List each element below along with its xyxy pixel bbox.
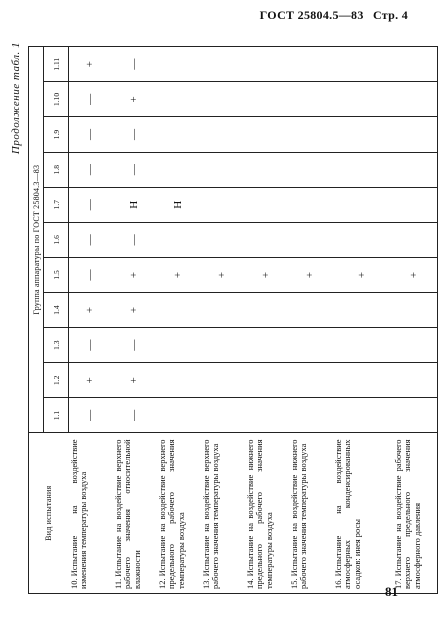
group-mark-cell xyxy=(289,222,333,257)
test-name: Испытание на воздействие верхнего рабочего значения температуры воздуха xyxy=(200,439,221,589)
group-mark-cell xyxy=(201,257,245,292)
test-name: Испытание на воздействие верхнего рабочего значения относительной влажности xyxy=(112,439,142,589)
group-mark-cell xyxy=(157,47,201,82)
test-number: 10. xyxy=(68,578,79,589)
table-row xyxy=(245,47,289,594)
tests-table xyxy=(28,46,438,594)
test-name-cell xyxy=(157,433,201,594)
group-mark-cell xyxy=(69,293,113,328)
table-row xyxy=(157,47,201,594)
test-name-cell xyxy=(113,433,157,594)
group-mark-cell xyxy=(393,187,438,222)
group-mark-cell xyxy=(69,363,113,398)
group-mark-cell xyxy=(393,117,438,152)
group-mark-cell xyxy=(69,222,113,257)
group-mark-cell xyxy=(157,257,201,292)
group-mark-cell xyxy=(333,293,393,328)
group-mark-cell xyxy=(157,187,201,222)
group-mark-cell xyxy=(69,47,113,82)
applicability-mark: + xyxy=(215,271,228,279)
group-mark-cell xyxy=(201,328,245,363)
page-header xyxy=(254,8,408,23)
group-mark-cell xyxy=(157,222,201,257)
group-mark-cell xyxy=(289,47,333,82)
group-mark-cell xyxy=(393,257,438,292)
group-mark-cell xyxy=(157,293,201,328)
applicability-mark: + xyxy=(127,96,140,103)
test-name: Испытание на воздействие нижнего рабочего значения температуры воздуха xyxy=(288,439,309,589)
group-mark-cell xyxy=(333,398,393,433)
group-code: 1.6 xyxy=(44,222,69,257)
group-mark-cell xyxy=(245,293,289,328)
group-mark-cell xyxy=(201,398,245,433)
test-name: Испытание на воздействие верхнего предельного рабочего значения температуры воздуха xyxy=(156,439,186,589)
applicability-mark: + xyxy=(171,271,184,279)
group-mark-cell xyxy=(245,82,289,117)
group-mark-cell xyxy=(289,82,333,117)
group-mark-cell xyxy=(245,222,289,257)
group-code: 1.11 xyxy=(44,47,69,82)
applicability-mark: + xyxy=(127,306,140,314)
group-mark-cell xyxy=(245,328,289,363)
group-mark-cell xyxy=(333,82,393,117)
group-code: 1.2 xyxy=(44,363,69,398)
applicability-mark: + xyxy=(303,271,316,279)
applicability-mark: — xyxy=(83,199,96,211)
page-label: Стр. 4 xyxy=(372,8,408,22)
group-mark-cell xyxy=(245,47,289,82)
standard-code: ГОСТ 25804.5—83 xyxy=(259,8,364,22)
group-mark-cell xyxy=(201,222,245,257)
test-name: Испытание на воздействие изменения температуры воздуха xyxy=(68,439,89,589)
group-code: 1.1 xyxy=(44,398,69,433)
applicability-mark: + xyxy=(127,271,140,279)
group-mark-cell xyxy=(289,117,333,152)
table-body xyxy=(69,47,438,594)
group-mark-cell xyxy=(69,152,113,187)
applicability-mark: + xyxy=(407,271,420,279)
group-mark-cell xyxy=(245,152,289,187)
group-mark-cell xyxy=(113,152,157,187)
test-column-header: Вид испытания xyxy=(29,433,69,594)
group-mark-cell xyxy=(393,82,438,117)
applicability-mark: + xyxy=(83,61,96,68)
group-code: 1.8 xyxy=(44,152,69,187)
applicability-mark: — xyxy=(127,339,140,351)
test-name-cell xyxy=(393,433,438,594)
group-mark-cell xyxy=(113,82,157,117)
group-code: 1.9 xyxy=(44,117,69,152)
group-mark-cell xyxy=(245,257,289,292)
group-mark-cell xyxy=(393,398,438,433)
applicability-mark: — xyxy=(83,409,96,421)
group-code: 1.10 xyxy=(44,82,69,117)
applicability-mark: + xyxy=(83,377,96,384)
test-name-cell xyxy=(333,433,393,594)
group-mark-cell xyxy=(113,328,157,363)
group-mark-cell xyxy=(289,187,333,222)
group-mark-cell xyxy=(201,47,245,82)
group-mark-cell xyxy=(69,82,113,117)
group-mark-cell xyxy=(113,117,157,152)
table-row xyxy=(69,47,113,594)
group-mark-cell xyxy=(393,293,438,328)
group-mark-cell xyxy=(245,398,289,433)
group-mark-cell xyxy=(333,257,393,292)
group-code: 1.3 xyxy=(44,328,69,363)
applicability-mark: + xyxy=(127,377,140,384)
group-mark-cell xyxy=(393,47,438,82)
group-header: Группа аппаратуры по ГОСТ 25804.3—83 xyxy=(29,47,44,433)
group-mark-cell xyxy=(333,363,393,398)
page-number: 81 xyxy=(385,584,398,599)
test-number: 13. xyxy=(200,578,211,589)
group-mark-cell xyxy=(69,328,113,363)
applicability-mark: Н xyxy=(127,200,140,209)
group-mark-cell xyxy=(113,257,157,292)
test-name-cell xyxy=(289,433,333,594)
group-code: 1.4 xyxy=(44,293,69,328)
applicability-mark: — xyxy=(83,269,96,281)
group-mark-cell xyxy=(69,398,113,433)
group-mark-cell xyxy=(113,363,157,398)
group-mark-cell xyxy=(201,117,245,152)
test-name: Испытание на воздействие атмосферных конденсированных осадков: инея росы xyxy=(332,439,362,589)
applicability-mark: — xyxy=(127,129,140,141)
group-mark-cell xyxy=(157,117,201,152)
group-mark-cell xyxy=(333,328,393,363)
group-mark-cell xyxy=(157,152,201,187)
group-mark-cell xyxy=(333,117,393,152)
test-number: 11. xyxy=(112,578,123,589)
group-mark-cell xyxy=(333,152,393,187)
test-number: 16. xyxy=(332,578,343,589)
group-mark-cell xyxy=(157,328,201,363)
test-name-cell xyxy=(69,433,113,594)
table-row xyxy=(113,47,157,594)
group-mark-cell xyxy=(289,398,333,433)
group-mark-cell xyxy=(289,328,333,363)
test-name: Испытание на воздействие рабочего верхнего предельного значения атмосферного давления xyxy=(392,439,422,589)
applicability-mark: — xyxy=(83,93,96,105)
group-code: 1.5 xyxy=(44,257,69,292)
group-mark-cell xyxy=(113,47,157,82)
table-row xyxy=(201,47,245,594)
test-number: 14. xyxy=(244,578,255,589)
group-mark-cell xyxy=(245,117,289,152)
group-mark-cell xyxy=(245,187,289,222)
table-row xyxy=(393,47,438,594)
group-mark-cell xyxy=(289,152,333,187)
applicability-mark: + xyxy=(355,271,368,279)
group-mark-cell xyxy=(113,293,157,328)
continuation-label: Продолжение табл. 1 xyxy=(10,42,22,155)
test-name: Испытание на воздействие нижнего предельного рабочего значения температуры воздуха xyxy=(244,439,274,589)
group-mark-cell xyxy=(157,82,201,117)
group-mark-cell xyxy=(393,328,438,363)
applicability-mark: — xyxy=(127,409,140,421)
group-mark-cell xyxy=(333,222,393,257)
group-mark-cell xyxy=(201,82,245,117)
group-mark-cell xyxy=(289,257,333,292)
applicability-mark: + xyxy=(259,271,272,279)
group-mark-cell xyxy=(113,187,157,222)
test-number: 12. xyxy=(156,578,167,589)
applicability-mark: — xyxy=(127,234,140,246)
applicability-mark: — xyxy=(127,164,140,176)
group-mark-cell xyxy=(393,363,438,398)
group-mark-cell xyxy=(201,187,245,222)
test-number: 17. xyxy=(392,578,403,589)
table-row xyxy=(289,47,333,594)
group-mark-cell xyxy=(157,363,201,398)
applicability-mark: — xyxy=(83,234,96,246)
group-mark-cell xyxy=(69,257,113,292)
test-number: 15. xyxy=(288,578,299,589)
rotated-table-block xyxy=(8,34,422,594)
group-mark-cell xyxy=(201,152,245,187)
applicability-mark: — xyxy=(83,339,96,351)
group-mark-cell xyxy=(245,363,289,398)
test-name-cell xyxy=(245,433,289,594)
group-mark-cell xyxy=(69,187,113,222)
group-mark-cell xyxy=(333,187,393,222)
applicability-mark: — xyxy=(127,58,140,70)
group-mark-cell xyxy=(201,363,245,398)
group-code: 1.7 xyxy=(44,187,69,222)
group-mark-cell xyxy=(393,152,438,187)
group-mark-cell xyxy=(289,363,333,398)
group-mark-cell xyxy=(333,47,393,82)
group-mark-cell xyxy=(393,222,438,257)
applicability-mark: — xyxy=(83,129,96,141)
applicability-mark: — xyxy=(83,164,96,176)
test-name-cell xyxy=(201,433,245,594)
group-mark-cell xyxy=(289,293,333,328)
group-mark-cell xyxy=(113,222,157,257)
table-row xyxy=(333,47,393,594)
group-mark-cell xyxy=(113,398,157,433)
group-mark-cell xyxy=(201,293,245,328)
group-mark-cell xyxy=(157,398,201,433)
applicability-mark: + xyxy=(83,306,96,314)
group-mark-cell xyxy=(69,117,113,152)
applicability-mark: Н xyxy=(171,200,184,209)
